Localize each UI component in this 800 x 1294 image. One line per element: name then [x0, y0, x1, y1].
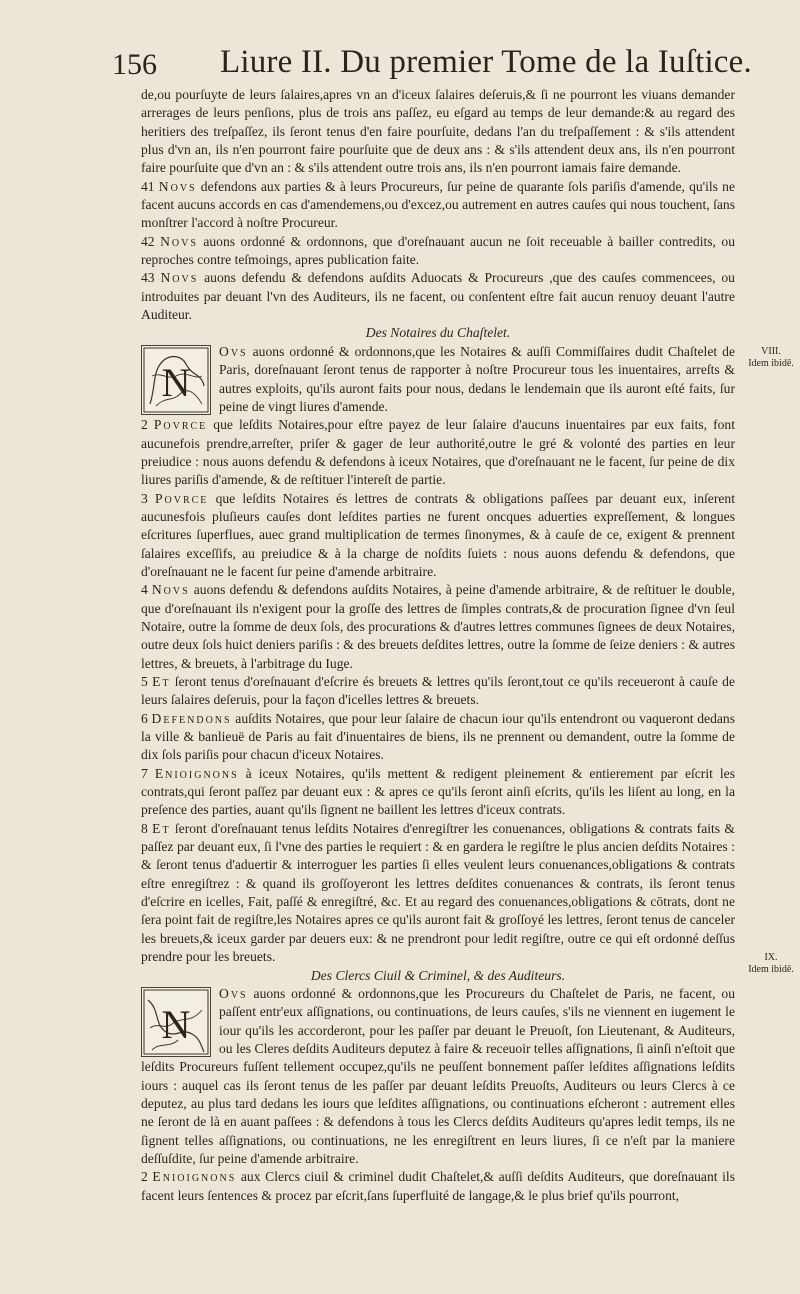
article-first-word: Novs — [160, 233, 198, 249]
svg-text:N: N — [161, 1001, 191, 1047]
article-number: 3 — [141, 490, 148, 506]
article-first-word: Ovs — [219, 343, 248, 359]
article-number: 42 — [141, 233, 155, 249]
article-41 — [141, 178, 735, 233]
svg-text:N: N — [161, 359, 191, 405]
page-number: 156 — [112, 48, 157, 81]
article-first-word: Enioignons — [154, 765, 239, 781]
section-heading: Des Clercs Ciuil & Criminel, & des Auditeurs. — [310, 967, 566, 983]
notaires-article-5 — [141, 673, 735, 710]
article-text: auons ordonné & ordonnons,que les Procureurs du Chaſtelet de Paris, ne facent, ou paſſent entr'eux aſſignations, ou continuations, de leurs cauſes, s'ils ne viennent en iugement le iour qu'ils les accorderont, pour les paſſer par deuant le Preuoſt, ſon Lieutenant, & Auditeurs, ou les Cleres deſdits Auditeurs deputez à faire & receuoir telles aſſignations, ſi ainſi n'eſtoit que leſdits Procureurs fuſſent tellement occupez,qu'ils ne peuſſent bonnement paſſer leſdites aſſignations leſdits iours : auquel cas ils ſeront tenus de les paſſer par deuant leſdits Preuoſts, Auditeurs ou leurs Clercs à ce deputez, au plus tard dedans les iours que leſdites aſſignations, ou continuations eſcheront : autrement elles ne ſeront de là en auant paſſees : & defendons à tous les Clercs deſdits Auditeurs qu'apres ledit temps, ils ne ſignent telles aſſignations, ou continuations, ne les enregiſtrent en leurs liures, ſi ce n'eſt par la maniere deſſuſdite, ſur peine d'amende arbitraire. — [141, 985, 735, 1166]
article-number: 7 — [141, 765, 148, 781]
decorated-initial-n — [141, 987, 211, 1057]
article-number: 43 — [141, 270, 155, 286]
article-first-word: Ovs — [219, 985, 248, 1001]
article-first-word: Novs — [158, 178, 197, 194]
notaires-article-3 — [141, 490, 735, 582]
article-text: aux Clercs ciuil & criminel dudit Chaſtelet,& auſſi deſdits Auditeurs, que doreſnauant ils facent leurs ſentences & procez par eſcrit,ſans ſuperfluité de langage,& le plus brief qu'ils pourront, — [141, 1169, 735, 1203]
notaires-article-4 — [141, 581, 735, 673]
article-number: 4 — [141, 582, 148, 598]
article-text: à iceux Notaires, qu'ils mettent & redigent pleinement & entierement par eſcrit les contrats,qui ſeront paſſez par deuant eux : & apres ce qu'ils ſeront ainſi eſcrits, qu'ils les liſent au long, en la preſence des parties, auant qu'ils ſignent ne baillent les lettres d'iceux contrats. — [141, 765, 735, 818]
article-42 — [141, 233, 735, 270]
article-first-word: Povrce — [154, 490, 209, 506]
notaires-article-7 — [141, 765, 735, 820]
article-first-word: Novs — [160, 270, 199, 286]
article-number: 6 — [141, 710, 148, 726]
article-text: auons defendu & defendons auſdits Notaires, à peine d'amende arbitraire, & de reſtituer le double, que d'oreſnauant ils n'exigent pour la groſſe des lettres de ſimples contrats,& de procuration ſignee d'vn ſeul Notaire, outre la ſomme de deux ſols, des procurations & d'autres lettres communes ſignees de deux Notaires, outre deux ſols huict deniers pariſis : & des breuets deſdites lettres, outre la ſomme de ſeize deniers : & autres lettres, & breuets, à l'arbitrage du Iuge. — [141, 582, 735, 671]
article-first-word: Defendons — [151, 710, 232, 726]
article-text: ſeront d'oreſnauant tenus leſdits Notaires d'enregiſtrer les conuenances, obligations & contrats faits & paſſez par deuant eux, ſi l'vne des parties le requiert : & en gardera le regiſtre le plus ancien deſdits Notaires : & ſeront tenus d'aduertir & interroguer les parties ſi elles veulent leurs conuenances,obligations & contrats eſtre enregiſtrez : & quand ils groſſoyeront les lettres deſdites conuenances & contrats, ils ſeront tenus d'eſcrire en icelles, Fait, paſſé & enregiſtré, &c. Et au regard des conuenances,obligations & cōtrats, dont ne ſera point fait de regiſtre,les Notaires apres ce qu'ils auront fait & groſſoyé les lettres, ſeront tenus de canceler les breuets,& iceux garder par deuers eux: & ne prendront pour ledit regiſtre, outre ce qui eſt ordonné deſſus prendre pour les breuets. — [141, 820, 735, 965]
article-first-word: Novs — [151, 582, 190, 598]
article-number: 2 — [141, 1169, 148, 1185]
article-first-word: Enioignons — [152, 1169, 237, 1185]
page-body — [141, 86, 735, 1205]
page-header — [112, 44, 752, 90]
article-text: auons ordonné & ordonnons,que les Notaires & auſſi Commiſſaires dudit Chaſtelet de Paris, doreſnauant ſeront tenus de rapporter à noſtre Procureur tous les inuentaires, arreſts & autres exploits, qu'ils auront faits pour nous, dedans le lendemain que ils auront eſté faits, ſur peine de vingt liures d'amende. — [219, 343, 735, 414]
article-first-word: Povrce — [153, 417, 208, 433]
article-text: que leſdits Notaires és lettres de contrats & obligations paſſees par deuant eux, inſerent aucunesfois pluſieurs cauſes dont leſdites parties ne furent oncques aduerties expreſſement, & longues eſcritures ſuperflues, auec grand multiplication de termes ſinonymes, & à cauſe de ce, exigent & prennent ſalaires exceſſifs, au preiudice & à la charge de noſdits ſuiets : nous auons defendu & defendons, que d'oreſnauant ne le facent ſur peine d'amende arbitraire. — [141, 490, 735, 579]
margin-note-number: VIII. — [761, 346, 781, 357]
notaires-article-2 — [141, 416, 735, 489]
decorated-initial-n — [141, 345, 211, 415]
article-number: 41 — [141, 178, 155, 194]
section-heading: Des Notaires du Chaſtelet. — [365, 325, 511, 341]
notaires-article-1 — [141, 343, 735, 416]
running-title: Liure II. Du premier Tome de la Iuſtice. — [220, 44, 752, 80]
article-text: ſeront tenus d'oreſnauant d'eſcrire és breuets & lettres qu'ils ſeront,tout ce qu'ils receueront à cauſe de leurs ſalaires deſeruis, pour la façon d'icelles lettres & breuets. — [141, 674, 735, 708]
article-number: 8 — [141, 820, 148, 836]
margin-note-number: IX. — [764, 952, 778, 963]
article-text: que leſdits Notaires,pour eſtre payez de leur ſalaire d'aucuns inuentaires par eux faits, font aucunefois prendre,arreſter, priſer & gager de leur authorité,outre le gré & volonté des parties en leur preiudice : nous auons defendu & defendons à iceux Notaires, que d'oreſnauant ne le facent, ſur peine de dix liures pariſis d'amende, & de reſtituer l'intereſt de partie. — [141, 417, 735, 488]
notaires-article-8 — [141, 820, 735, 967]
margin-note-reference: Idem ibidē. — [748, 964, 794, 975]
notaires-article-6 — [141, 710, 735, 765]
paragraph-continued: de,ou pourſuyte de leurs ſalaires,apres vn an d'iceux ſalaires deſeruis,& ſi ne pourront les viuans demander arrerages de leurs penſions, plus de trois ans paſſez, eu eſgard au temps de leur demande:& au regard des heritiers des treſpaſſez, ils ſeront tenus d'en faire pourſuite, dedans l'an du treſpaſſement : & s'ils attendent plus d'vn an, ils n'en pourront faire pourſuite que de deux ans : & s'ils attendent deux ans, ils n'en pourront faire pourſuite que d'vn an : & s'ils attendent outre trois ans, ils n'en pourront iamais faire demande. — [141, 87, 735, 176]
margin-note-viii — [744, 346, 798, 370]
article-text: auons defendu & defendons auſdits Aduocats & Procureurs ,que des cauſes commencees, ou introduites par deuant l'vn des Auditeurs, ils ne facent, ou conſentent eſtre fait aucun renuoy deuant l'autre Auditeur. — [141, 270, 735, 323]
article-text: defendons aux parties & à leurs Procureurs, ſur peine de quarante ſols pariſis d'amende, qu'ils ne facent aucuns accords en cas d'amendemens,ou d'excez,ou autrement en autres cauſes qui nous touchent, ſans monſtrer l'accord à noſtre Procureur. — [141, 178, 735, 231]
article-text: auſdits Notaires, que pour leur ſalaire de chacun iour qu'ils entendront ou vaqueront dedans la ville & banlieuë de Paris au fait d'inuentaires de biens, ils ne prennent ou demandent, outre la ſomme de dix ſols pariſis pour chacun d'iceux Notaires. — [141, 710, 735, 763]
article-first-word: Et — [152, 820, 171, 836]
article-43 — [141, 269, 735, 324]
article-text: auons ordonné & ordonnons, que d'oreſnauant aucun ne ſoit receuable à bailler contredits, ou reproches contre teſmoings, apres publication faite. — [141, 233, 736, 268]
margin-note-ix — [744, 952, 798, 976]
article-number: 2 — [141, 417, 148, 433]
clercs-article-1 — [141, 985, 735, 1168]
article-number: 5 — [141, 674, 148, 689]
article-first-word: Et — [152, 674, 171, 689]
clercs-article-2 — [141, 1168, 735, 1205]
margin-note-reference: Idem ibidē. — [748, 358, 794, 369]
